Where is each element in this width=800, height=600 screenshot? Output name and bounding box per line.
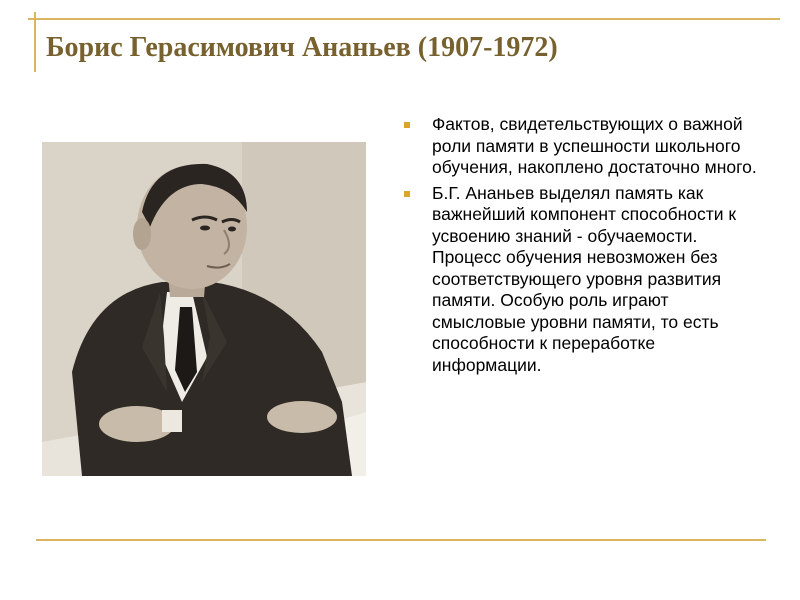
left-accent-line <box>34 12 36 72</box>
bullet-text: Фактов, свидетельствующих о важной роли памяти в успешности школьного обучения, накоплено достаточно много. <box>432 114 757 177</box>
bottom-accent-line <box>36 539 766 541</box>
bullet-text: Б.Г. Ананьев выделял память как важнейший компонент способности к усвоению знаний - обучаемости. Процесс обучения невозможен без соответствующего уровня развития памяти. Особую роль играют смысловые уровни памяти, то есть способности к переработке информации. <box>432 182 737 375</box>
bullet-square-icon <box>404 122 410 128</box>
bullet-item <box>404 114 764 179</box>
slide-title: Борис Герасимович Ананьев (1907-1972) <box>46 32 558 63</box>
bullet-item <box>404 183 764 377</box>
bullet-list <box>404 114 764 380</box>
bullet-square-icon <box>404 191 410 197</box>
portrait-photo <box>42 142 366 476</box>
top-accent-line <box>28 18 780 20</box>
